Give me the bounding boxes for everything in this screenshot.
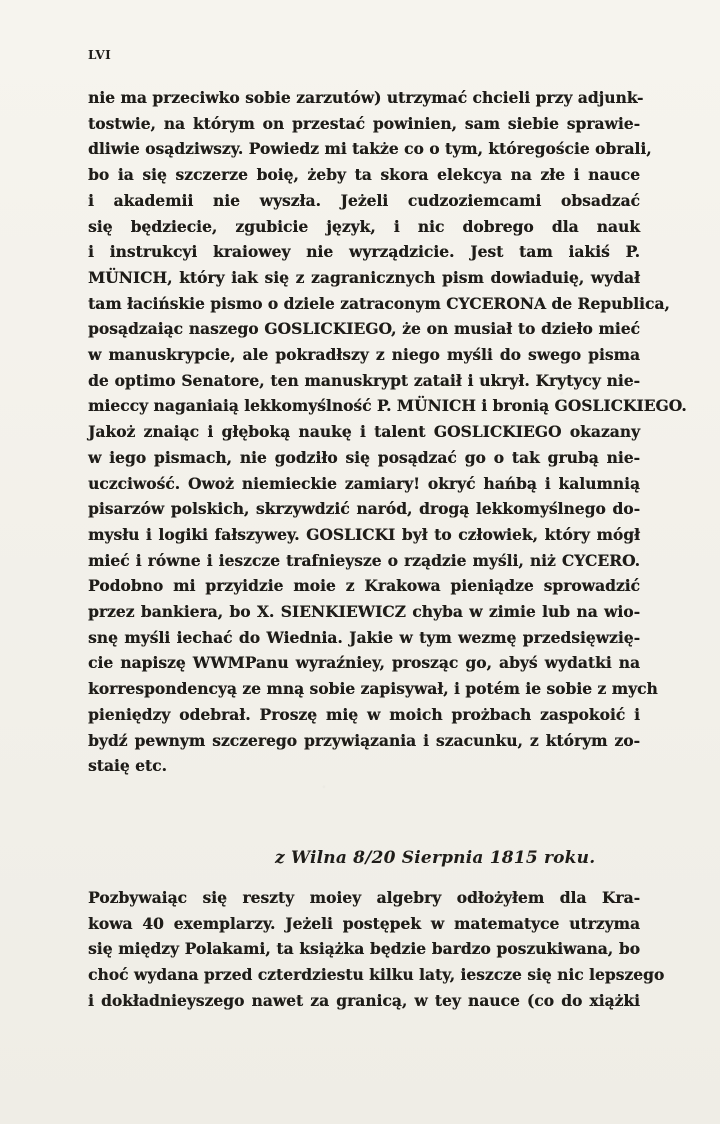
text-line: staię etc. [88,756,167,776]
text-line: i instrukcyi kraiowey nie wyrządzicie. Jest tam iakiś P. [88,242,640,262]
text-line: MÜNICH, który iak się z zagranicznych pism dowiaduię, wydał [88,267,640,287]
text-line: bo ia się szczerze boię, żeby ta skora elekcya na złe i nauce [88,165,640,185]
text-line: posądzaiąc naszego GOSLICKIEGO, że on musiał to dzieło mieć [88,319,640,339]
text-line: mysłu i logiki fałszywey. GOSLICKI był to człowiek, który mógł [88,524,640,544]
text-line: dliwie osądziwszy. Powiedz mi także co o tym, któregoście obrali, [88,139,652,159]
text-line: bydź pewnym szczerego przywiązania i szacunku, z którym zo- [88,730,640,750]
text-line: snę myśli iechać do Wiednia. Jakie w tym wezmę przedsięwzię- [88,627,640,647]
text-line: mieccy naganiaią lekkomyślność P. MÜNICH i bronią GOSLICKIEGO. [88,396,687,416]
text-line: tam łacińskie pismo o dziele zatraconym CYCERONA de Republica, [88,293,670,313]
text-line: się będziecie, zgubicie język, i nic dobrego dla nauk [88,216,640,236]
text-line: w iego pismach, nie godziło się posądzać go o tak grubą nie- [88,447,640,467]
text-line: korrespondencyą ze mną sobie zapisywał, i potém ie sobie z mych [88,679,658,699]
text-line: i dokładnieyszego nawet za granicą, w tey nauce (co do xiążki [88,990,640,1010]
letter-body [88,85,687,779]
postscript-body [88,885,665,1014]
text-line: pisarzów polskich, skrzywdzić naród, drogą lekkomyślnego do- [88,499,640,519]
text-line: i akademii nie wyszła. Jeżeli cudzoziemcami obsadzać [88,190,640,210]
text-line: de optimo Senatore, ten manuskrypt zataił i ukrył. Krytycy nie- [88,370,640,390]
text-line: mieć i równe i ieszcze trafnieysze o rządzie myśli, niż CYCERO. [88,550,640,570]
text-line: Podobno mi przyidzie moie z Krakowa pieniądze sprowadzić [88,576,640,596]
text-line: nie ma przeciwko sobie zarzutów) utrzymać chcieli przy adjunk- [88,88,644,107]
text-line: w manuskrypcie, ale pokradłszy z niego myśli do swego pisma [88,345,640,365]
text-line: kowa 40 exemplarzy. Jeżeli postępek w matematyce utrzyma [88,913,640,933]
text-line: choć wydana przed czterdziestu kilku laty, ieszcze się nic lepszego [88,965,665,985]
text-line: się między Polakami, ta książka będzie bardzo poszukiwana, bo [88,939,640,959]
page-number: LVI [88,48,112,62]
text-line: przez bankiera, bo X. SIENKIEWICZ chyba w zimie lub na wio- [88,602,640,622]
text-line: tostwie, na którym on przestać powinien, sam siebie sprawie- [88,113,640,133]
text-line: pieniędzy odebrał. Proszę mię w moich prożbach zaspokoić i [88,704,640,724]
dateline: z Wilna 8/20 Sierpnia 1815 roku. [275,848,596,868]
text-line: Pozbywaiąc się reszty moiey algebry odłożyłem dla Kra- [88,888,640,907]
text-line: cie napiszę WWMPanu wyraźniey, prosząc go, abyś wydatki na [88,653,640,673]
text-line: Jakoż znaiąc i głęboką naukę i talent GOSLICKIEGO okazany [88,422,640,442]
text-line: uczciwość. Owoż niemieckie zamiary! okryć hańbą i kalumnią [88,473,640,493]
